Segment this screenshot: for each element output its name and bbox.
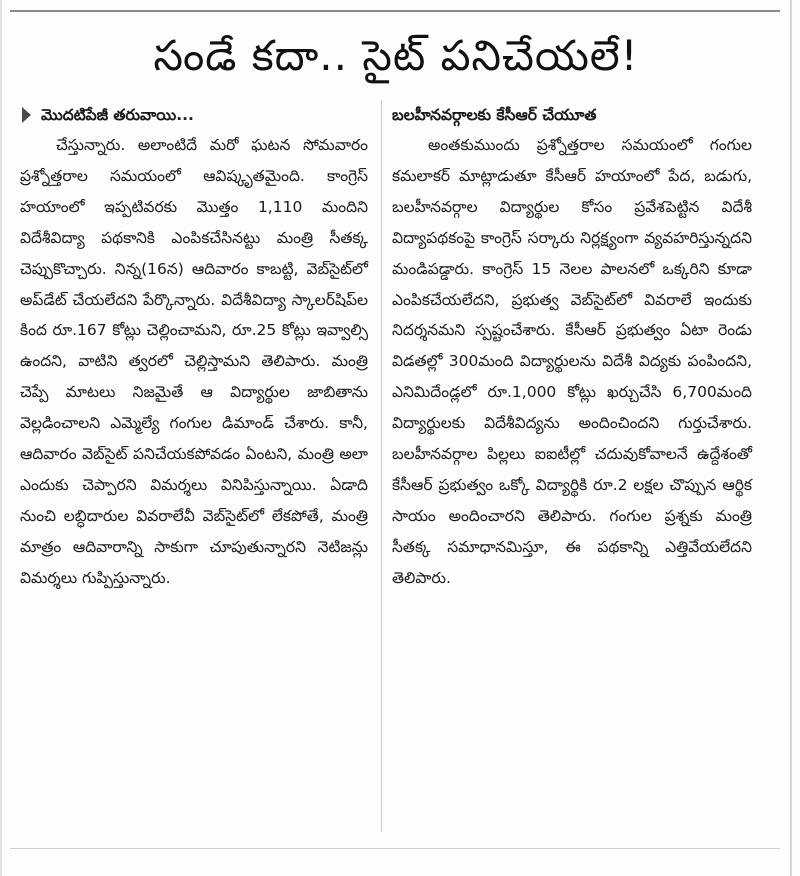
- left-column: [20, 100, 368, 594]
- left-subhead: [20, 100, 368, 130]
- continuation-arrow-icon: [22, 107, 31, 123]
- right-body-text: అంతకుముందు ప్రశ్నోత్తరాల సమయంలో గంగుల కమలాకర్ మాట్లాడుతూ కేసీఆర్ హయాంలో పేద, బడుగు, బలహీనవర్గాల విద్యార్థుల కోసం ప్రవేశపెట్టిన విదేశీ విద్యాపథకంపై కాంగ్రెస్ సర్కారు నిర్లక్ష్యంగా వ్యవహరిస్తున్నదని మండిపడ్డారు. కాంగ్రెస్ 15 నెలల పాలనలో ఒక్కరిని కూడా ఎంపికచేయలేదని, ప్రభుత్వ వెబ్‌సైట్‌లో వివరాలే ఇందుకు నిదర్శనమని స్పష్టంచేశారు. కేసీఆర్ ప్రభుత్వం ఏటా రెండు విడతల్లో 300మంది విద్యార్థులను విదేశీ విద్యకు పంపిందని, ఎనిమిదేండ్లలో రూ.1,000 కోట్లు ఖర్చుచేసి 6,700మంది విద్యార్థులకు విదేశీవిద్యను అందించిందని గుర్తుచేశారు. బలహీనవర్గాల పిల్లలు ఐఐటీల్లో చదువుకోవాలనే ఉద్దేశంతో కేసీఆర్ ప్రభుత్వం ఒక్కో విద్యార్థికి రూ.2 లక్షల చొప్పున ఆర్థిక సాయం అందించారని తెలిపారు. గంగుల ప్రశ్నకు మంత్రి సీతక్క సమాధానమిస్తూ, ఈ పథకాన్ని ఎత్తివేయలేదని తెలిపారు.: [392, 136, 752, 587]
- right-border: [790, 0, 792, 876]
- right-subhead-text: బలహీనవర్గాలకు కేసీఆర్ చేయూత: [392, 105, 597, 124]
- headline: సండే కదా.. సైట్ పనిచేయలే!: [153, 31, 639, 80]
- left-body-text: చేస్తున్నారు. అలాంటిదే మరో ఘటన సోమవారం ప్రశ్నోత్తరాల సమయంలో ఆవిష్కృతమైంది. కాంగ్రెస్ హయాంలో ఇప్పటివరకు మొత్తం 1,110 మందిని విదేశీవిద్యా పథకానికి ఎంపికచేసినట్టు మంత్రి సీతక్క చెప్పుకొచ్చారు. నిన్న(16న) ఆదివారం కాబట్టి, వెబ్‌సైట్‌లో అప్‌డేట్ చేయలేదని పేర్కొన్నారు. విదేశీవిద్యా స్కాలర్‌షిప్‌ల కింద రూ.167 కోట్లు చెల్లించామని, రూ.25 కోట్లు ఇవ్వాల్సి ఉందని, వాటిని త్వరలో చెల్లిస్తామని తెలిపారు. మంత్రి చెప్పే మాటలు నిజమైతే ఆ విద్యార్థుల జాబితాను వెల్లడించాలని ఎమ్మెల్యే గంగుల డిమాండ్ చేశారు. కానీ, ఆదివారం వెబ్‌సైట్ పనిచేయకపోవడం ఏంటని, మంత్రి అలా ఎందుకు చెప్పారని విమర్శలు వినిపిస్తున్నాయి. ఏడాది నుంచి లబ్ధిదారుల వివరాలేవీ వెబ్‌సైట్‌లో లేకపోతే, మంత్రి మాత్రం ఆదివారాన్ని సాకుగా చూపుతున్నారని నెటిజన్లు విమర్శలు గుప్పిస్తున్నారు.: [20, 136, 368, 587]
- top-rule: [10, 10, 780, 12]
- column-divider: [381, 100, 382, 832]
- left-border: [0, 0, 2, 876]
- left-subhead-text: మొదటిపేజీ తరువాయి...: [41, 105, 194, 124]
- right-subhead: [392, 100, 752, 130]
- bottom-rule: [10, 848, 780, 849]
- right-column: [392, 100, 752, 594]
